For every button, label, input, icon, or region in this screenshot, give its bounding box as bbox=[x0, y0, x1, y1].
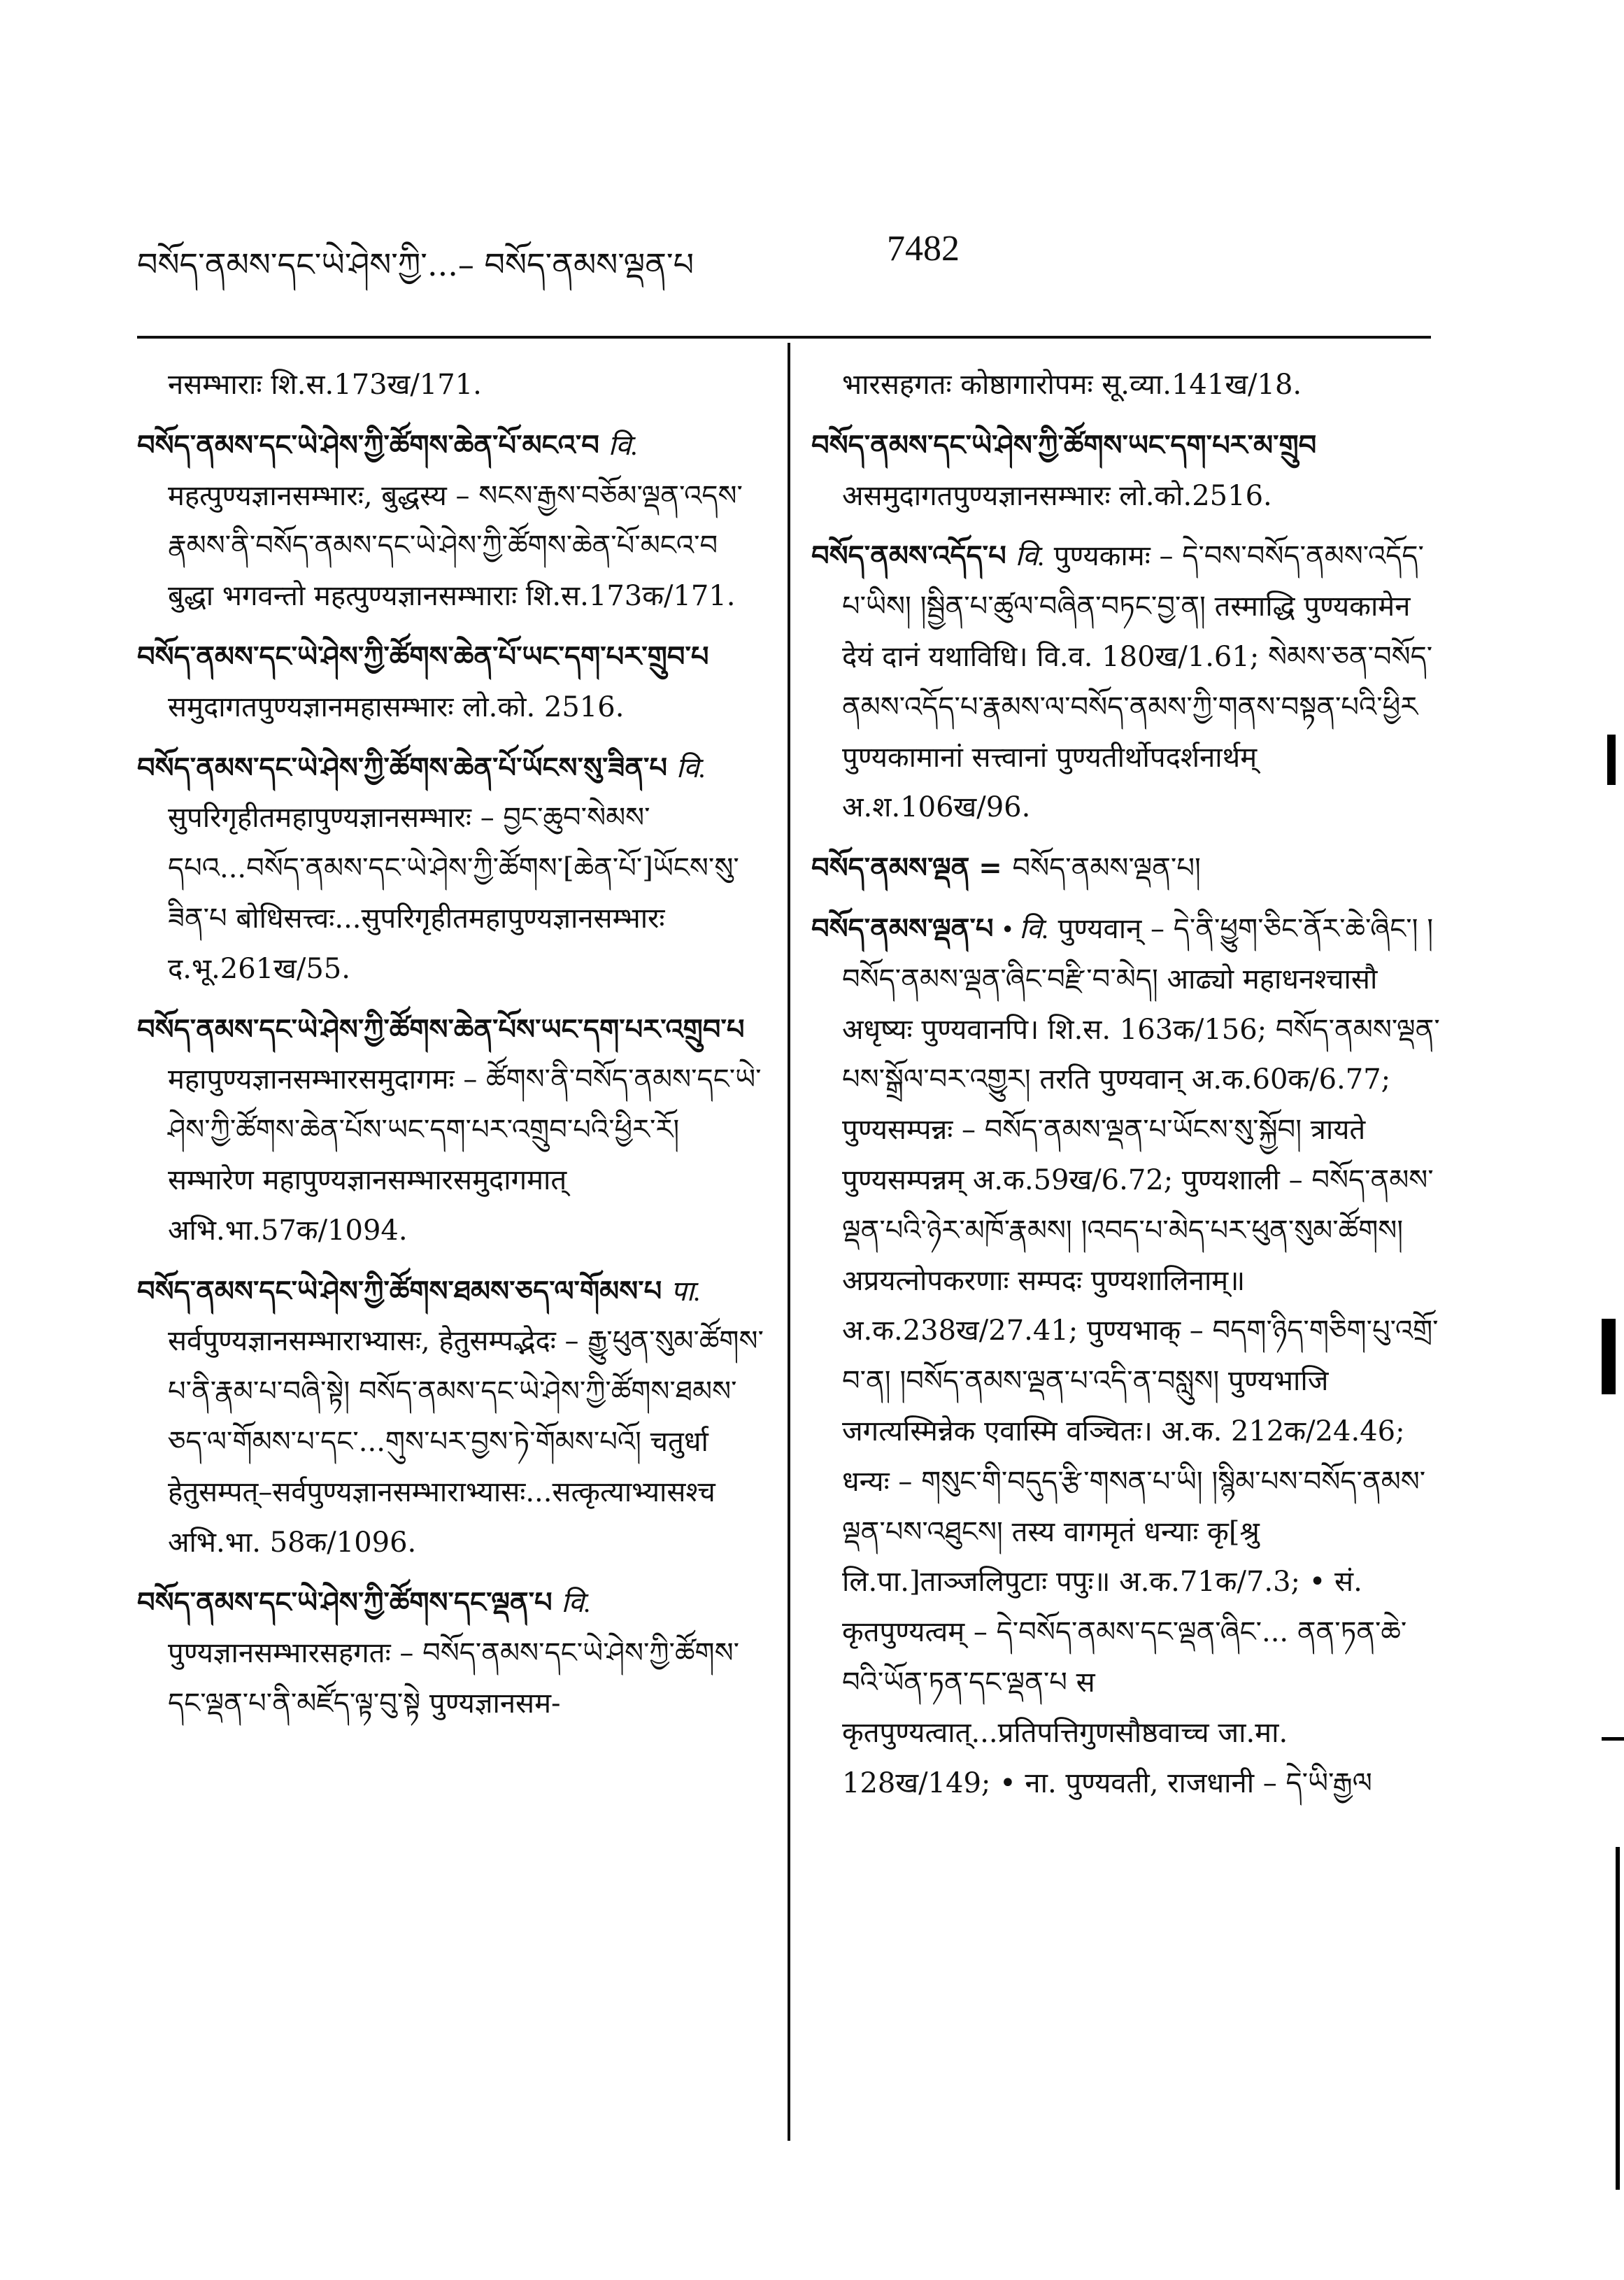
entry-body: पुण्यज्ञानसम्भारसहगतः – བསོད་ནམས་དང་ཡེ་ཤེས་ཀྱི་ཚོགས་དང་ལྡན་པ་ནི་མཛོད་ལྟ་བུ་སྟེ पुण्यज्ञानसम- bbox=[168, 1637, 739, 1720]
dictionary-entry bbox=[137, 1266, 767, 1569]
page-number: 7482 bbox=[887, 229, 960, 269]
entry-headword: བསོད་ནམས་དང་ཡེ་ཤེས་ཀྱི་ཚོགས་ཆེན་པོ་ཡོངས་སུ་ཟིན་པ bbox=[137, 751, 668, 784]
scan-edge-mark bbox=[1607, 735, 1616, 785]
entry-body: सर्वपुण्यज्ञानसम्भाराभ्यासः, हेतुसम्पद्भेदः – རྒྱུ་ཕུན་སུམ་ཚོགས་པ་ནི་རྣམ་པ་བཞི་སྟེ། བསོད་ནམས་དང་ཡེ་ཤེས་ཀྱི་ཚོགས་ཐམས་ཅད་ལ་གོམས་པ་དང་...གུས་པར་བྱས་ཏེ་གོམས་པའོ། चतुर्धा हेतुसम्पत्–सर्वपुण्यज्ञानसम्भाराभ्यासः...सत्कृत्याभ्यासश्च अभि.भा. 58क/1096. bbox=[168, 1325, 764, 1559]
grammar-tag: पा. bbox=[670, 1275, 701, 1307]
grammar-tag: वि. bbox=[1015, 540, 1046, 572]
entry-headword: བསོད་ནམས་དང་ཡེ་ཤེས་ཀྱི་ཚོགས་ཆེན་པོ་མངའ་བ bbox=[137, 428, 599, 462]
entry-headword: བསོད་ནམས་དང་ཡེ་ཤེས་ཀྱི་ཚོགས་ཡང་དག་པར་མ་གྲུབ bbox=[811, 428, 1317, 462]
header-rule bbox=[137, 336, 1431, 339]
equals-sign: = bbox=[978, 851, 1004, 885]
dictionary-entry bbox=[137, 420, 767, 622]
entry-body: सुपरिगृहीतमहापुण्यज्ञानसम्भारः – བྱང་ཆུབ་སེམས་དཔའ...བསོད་ནམས་དང་ཡེ་ཤེས་ཀྱི་ཚོགས་[ཆེན་པོ་]ཡོངས་སུ་ཟིན་པ बोधिसत्त्वः...सुपरिगृहीतमहापुण्यज्ञानसम्भारः द.भू.261ख/55. bbox=[168, 802, 739, 985]
page-header bbox=[137, 224, 1431, 287]
entry-continuation bbox=[137, 360, 767, 411]
cross-reference-target: བསོད་ནམས་ལྡན་པ། bbox=[1012, 852, 1201, 885]
entry-body: भारसहगतः कोष्ठागारोपमः सू.व्या.141ख/18. bbox=[842, 369, 1302, 401]
scan-edge-mark bbox=[1602, 1737, 1624, 1741]
scan-edge-mark bbox=[1616, 1847, 1620, 2190]
dictionary-entry bbox=[137, 743, 767, 995]
grammar-tag: • वि. bbox=[1002, 912, 1049, 944]
dictionary-entry bbox=[811, 904, 1441, 1808]
entry-headword: བསོད་ནམས་འདོད་པ bbox=[811, 539, 1006, 573]
dictionary-entry bbox=[811, 531, 1441, 833]
entry-headword: བསོད་ནམས་དང་ཡེ་ཤེས་ཀྱི་ཚོགས་ཐམས་ཅད་ལ་གོམས་པ bbox=[137, 1274, 662, 1308]
entry-body: पुण्यवान् – དེ་ནི་ཕྱུག་ཅིང་ནོར་ཆེ་ཞིང་། །བསོད་ནམས་ལྡན་ཞིང་བརྫི་བ་མེད། आढ्यो महाधनश्चासौ अधृष्यः पुण्यवानपि। शि.स. 163क/156; བསོད་ནམས་ལྡན་པས་སྒྲོལ་བར་འགྱུར། तरति पुण्यवान् अ.क.60क/6.77; पुण्यसम्पन्नः – བསོད་ནམས་ལྡན་པ་ཡོངས་སུ་སྐྱོབ། त्रायते पुण्यसम्पन्नम् अ.क.59ख/6.72; पुण्यशाली – བསོད་ནམས་ལྡན་པའི་ཉེར་མཁོ་རྣམས། །འབད་པ་མེད་པར་ཕུན་སུམ་ཚོགས། अप्रयत्नोपकरणाः सम्पदः पुण्यशालिनाम्॥ अ.क.238ख/27.41; पुण्यभाक् – བདག་ཉིད་གཅིག་པུ་འགྲོ་བ་ན། །བསོད་ནམས་ལྡན་པ་འདི་ན་བསླུས། पुण्यभाजि जगत्यस्मिन्नेक एवास्मि वञ्चितः। अ.क. 212क/24.46; धन्यः – གསུང་གི་བདུད་རྩི་གསན་པ་ཡི། །སྙིམ་པས་བསོད་ནམས་ལྡན་པས་འཐུངས། तस्य वागमृतं धन्याः कृ[श्रु लि.पा.]ताञ्जलिपुटाः पपुः॥ अ.क.71क/7.3; • सं. कृतपुण्यत्वम् – དེ་བསོད་ནམས་དང་ལྡན་ཞིང་... ནན་ཏན་ཆེ་བའི་ཡོན་ཏན་དང་ལྡན་པ स कृतपुण्यत्वात्...प्रतिपत्तिगुणसौष्ठवाच्च जा.मा. 128ख/149; • ना. पुण्यवती, राजधानी – དེ་ཡི་རྒྱལ bbox=[842, 912, 1440, 1799]
left-column bbox=[137, 360, 767, 1739]
dictionary-entry bbox=[137, 1578, 767, 1729]
entry-headword: བསོད་ནམས་དང་ཡེ་ཤེས་ཀྱི་ཚོགས་ཆེན་པོས་ཡང་དག་པར་འགྲུབ་པ bbox=[137, 1012, 745, 1046]
dictionary-entry bbox=[811, 420, 1441, 522]
dictionary-entry bbox=[137, 632, 767, 733]
entry-body: असमुदागतपुण्यज्ञानसम्भारः लो.को.2516. bbox=[842, 479, 1272, 512]
entry-body: महत्पुण्यज्ञानसम्भारः, बुद्धस्य – སངས་རྒྱས་བཅོམ་ལྡན་འདས་རྣམས་ནི་བསོད་ནམས་དང་ཡེ་ཤེས་ཀྱི་ཚོགས་ཆེན་པོ་མངའ་བ बुद्धा भगवन्तो महत्पुण्यज्ञानसम्भाराः शि.स.173क/171. bbox=[168, 479, 743, 613]
entry-headword: བསོད་ནམས་ལྡན bbox=[811, 851, 970, 885]
grammar-tag: वि. bbox=[608, 429, 639, 461]
dictionary-entry bbox=[137, 1005, 767, 1256]
entry-headword: བསོད་ནམས་ལྡན་པ bbox=[811, 912, 994, 945]
right-column bbox=[811, 360, 1441, 1818]
entry-body: नसम्भाराः शि.स.173ख/171. bbox=[168, 369, 482, 401]
entry-body: पुण्यकामः – དེ་བས་བསོད་ནམས་འདོད་པ་ཡིས། །སྦྱིན་པ་ཚུལ་བཞིན་བཏང་བྱ་ན། तस्माद्धि पुण्यकामेन देयं दानं यथाविधि। वि.व. 180ख/1.61; སེམས་ཅན་བསོད་ནམས་འདོད་པ་རྣམས་ལ་བསོད་ནམས་ཀྱི་གནས་བསྟན་པའི་ཕྱིར पुण्यकामानां सत्त्वानां पुण्यतीर्थोपदर्शनार्थम् अ.श.106ख/96. bbox=[842, 540, 1433, 824]
running-head: བསོད་ནམས་དང་ཡེ་ཤེས་ཀྱི་...– བསོད་ནམས་ལྡན་པ bbox=[137, 246, 695, 283]
cross-reference-entry bbox=[811, 843, 1441, 894]
grammar-tag: वि. bbox=[561, 1587, 592, 1619]
entry-headword: བསོད་ནམས་དང་ཡེ་ཤེས་ཀྱི་ཚོགས་ཆེན་པོ་ཡང་དག་པར་གྲུབ་པ bbox=[137, 639, 709, 673]
entry-continuation bbox=[811, 360, 1441, 411]
grammar-tag: वि. bbox=[676, 751, 706, 784]
entry-body: महापुण्यज्ञानसम्भारसमुदागमः – ཚོགས་ནི་བསོད་ནམས་དང་ཡེ་ཤེས་ཀྱི་ཚོགས་ཆེན་པོས་ཡང་དག་པར་འགྲུབ་པའི་ཕྱིར་རོ། सम्भारेण महापुण्यज्ञानसम्भारसमुदागमात् अभि.भा.57क/1094. bbox=[168, 1063, 762, 1247]
entry-headword: བསོད་ནམས་དང་ཡེ་ཤེས་ཀྱི་ཚོགས་དང་ལྡན་པ bbox=[137, 1586, 553, 1620]
scan-edge-mark bbox=[1602, 1319, 1616, 1394]
column-divider bbox=[788, 343, 790, 2141]
entry-body: समुदागतपुण्यज्ञानमहासम्भारः लो.को. 2516. bbox=[168, 691, 625, 723]
